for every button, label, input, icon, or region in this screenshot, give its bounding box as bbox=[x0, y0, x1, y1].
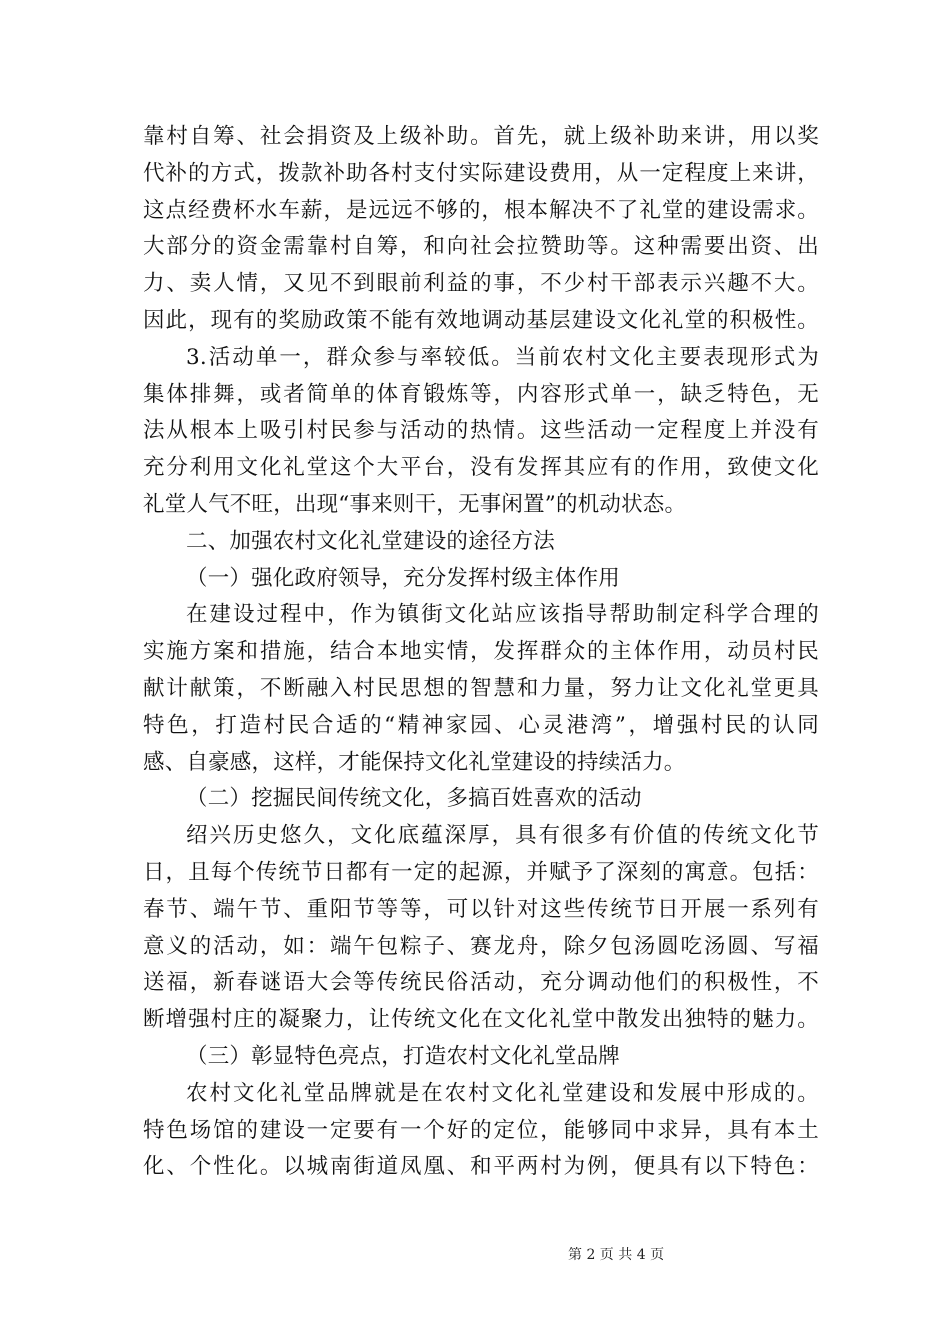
text-line: 化、个性化。以城南街道凤凰、和平两村为例，便具有以下特色： bbox=[143, 1154, 819, 1180]
section-heading: 二、加强农村文化礼堂建设的途径方法 bbox=[186, 528, 555, 554]
text-line: 法从根本上吸引村民参与活动的热情。这些活动一定程度上并没有 bbox=[143, 418, 819, 444]
text-line: 大部分的资金需靠村自筹，和向社会拉赞助等。这种需要出资、出 bbox=[143, 234, 819, 260]
text-line: 因此，现有的奖励政策不能有效地调动基层建设文化礼堂的积极性。 bbox=[143, 307, 819, 333]
text-line: 力、卖人情，又见不到眼前利益的事，不少村干部表示兴趣不大。 bbox=[143, 271, 819, 297]
text-line: 意义的活动，如：端午包粽子、赛龙舟，除夕包汤圆吃汤圆、写福 bbox=[143, 933, 819, 959]
text-line: 农村文化礼堂品牌就是在农村文化礼堂建设和发展中形成的。 bbox=[186, 1080, 819, 1106]
subsection-heading: （一）强化政府领导，充分发挥村级主体作用 bbox=[186, 565, 621, 591]
document-body bbox=[143, 119, 819, 1186]
text-line: 这点经费杯水车薪，是远远不够的，根本解决不了礼堂的建设需求。 bbox=[143, 197, 819, 223]
subsection-heading: （二）挖掘民间传统文化，多搞百姓喜欢的活动 bbox=[186, 786, 642, 812]
text-line: 3.活动单一，群众参与率较低。当前农村文化主要表现形式为 bbox=[186, 344, 819, 370]
text-line: 代补的方式，拨款补助各村支付实际建设费用，从一定程度上来讲， bbox=[143, 160, 819, 186]
text-line: 特色，打造村民合适的“精神家园、心灵港湾”，增强村民的认同 bbox=[143, 712, 819, 738]
text-line: 在建设过程中，作为镇街文化站应该指导帮助制定科学合理的 bbox=[186, 602, 819, 628]
text-line: 礼堂人气不旺，出现“事来则干，无事闲置”的机动状态。 bbox=[143, 491, 687, 517]
text-line: 日，且每个传统节日都有一定的起源，并赋予了深刻的寓意。包括： bbox=[143, 859, 819, 885]
subsection-heading: （三）彰显特色亮点，打造农村文化礼堂品牌 bbox=[186, 1043, 621, 1069]
text-line: 实施方案和措施，结合本地实情，发挥群众的主体作用，动员村民 bbox=[143, 639, 819, 665]
text-line: 特色场馆的建设一定要有一个好的定位，能够同中求异，具有本土 bbox=[143, 1117, 819, 1143]
text-line: 感、自豪感，这样，才能保持文化礼堂建设的持续活力。 bbox=[143, 749, 686, 775]
text-line: 春节、端午节、重阳节等等，可以针对这些传统节日开展一系列有 bbox=[143, 896, 819, 922]
text-line: 献计献策，不断融入村民思想的智慧和力量，努力让文化礼堂更具 bbox=[143, 675, 819, 701]
text-line: 送福，新春谜语大会等传统民俗活动，充分调动他们的积极性，不 bbox=[143, 970, 819, 996]
text-line: 靠村自筹、社会捐资及上级补助。首先，就上级补助来讲，用以奖 bbox=[143, 124, 819, 149]
text-line: 充分利用文化礼堂这个大平台，没有发挥其应有的作用，致使文化 bbox=[143, 455, 819, 481]
text-line: 集体排舞，或者简单的体育锻炼等，内容形式单一，缺乏特色，无 bbox=[143, 381, 819, 407]
text-line: 断增强村庄的凝聚力，让传统文化在文化礼堂中散发出独特的魅力。 bbox=[143, 1007, 819, 1033]
text-line: 绍兴历史悠久，文化底蕴深厚，具有很多有价值的传统文化节 bbox=[186, 823, 819, 849]
page-number-footer: 第 2 页 共 4 页 bbox=[568, 1247, 665, 1263]
